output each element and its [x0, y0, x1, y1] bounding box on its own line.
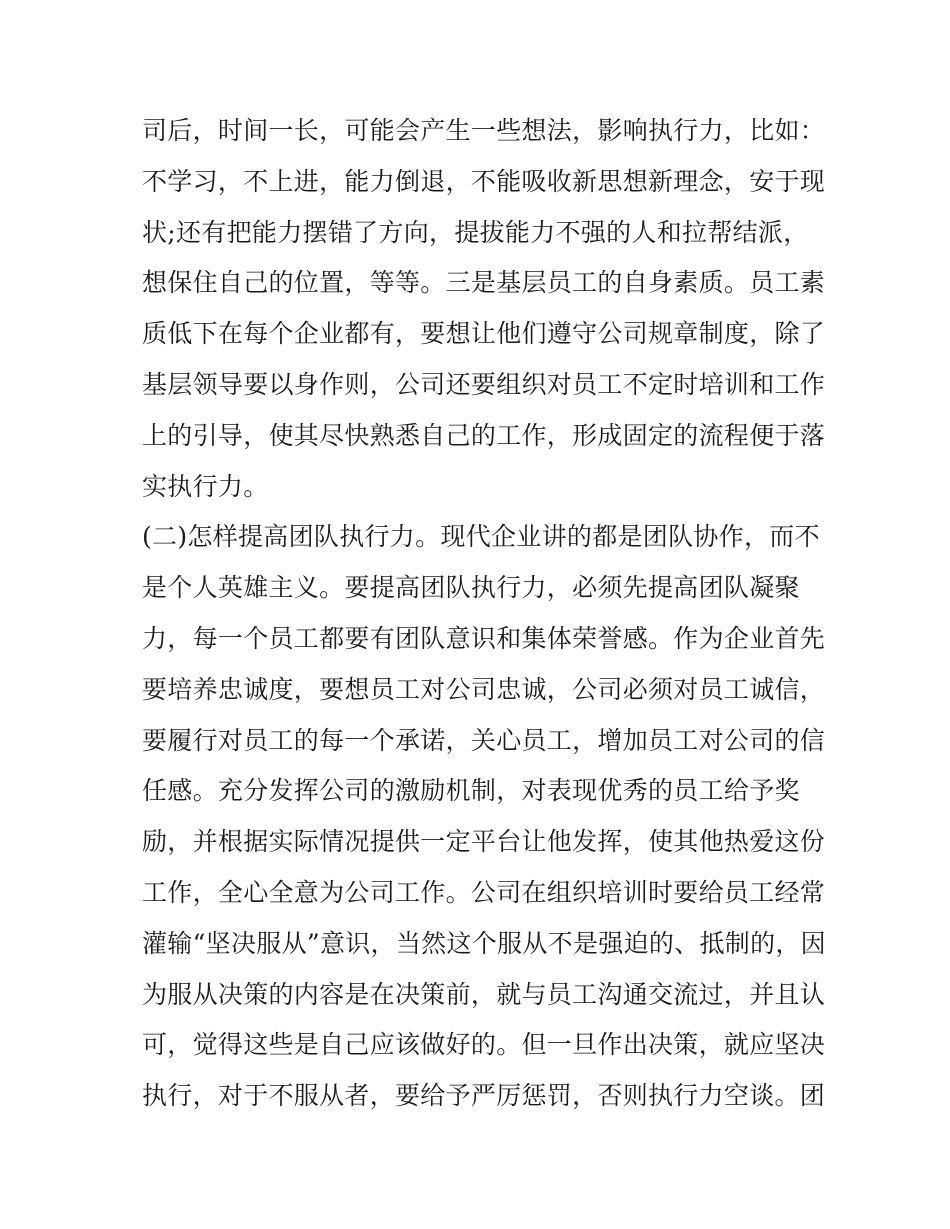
text-line: 不学习，不上进，能力倒退，不能吸收新思想新理念，安于现: [142, 166, 826, 196]
text-line: 质低下在每个企业都有，要想让他们遵守公司规章制度，除了: [142, 319, 826, 349]
text-line: 实执行力。: [142, 471, 269, 501]
text-line: 任感。充分发挥公司的激励机制，对表现优秀的员工给予奖: [142, 776, 800, 806]
text-line: 基层领导要以身作则，公司还要组织对员工不定时培训和工作: [142, 369, 826, 399]
text-line: 要履行对员工的每一个承诺，关心员工，增加员工对公司的信: [142, 725, 826, 755]
text-line: 要培养忠诚度，要想员工对公司忠诚，公司必须对员工诚信，: [142, 674, 826, 704]
text-line: 执行，对于不服从者，要给予严厉惩罚，否则执行力空谈。团: [142, 1081, 826, 1111]
text-line: 励，并根据实际情况提供一定平台让他发挥，使其他热爱这份: [142, 827, 826, 857]
text-line: 上的引导，使其尽快熟悉自己的工作，形成固定的流程便于落: [142, 420, 826, 450]
section-heading-line: (二)怎样提高团队执行力。现代企业讲的都是团队协作，而不: [142, 522, 820, 552]
text-line: 可，觉得这些是自己应该做好的。但一旦作出决策，就应坚决: [142, 1030, 826, 1060]
text-line: 状;还有把能力摆错了方向，提拔能力不强的人和拉帮结派，: [142, 217, 809, 247]
text-line: 灌输“坚决服从”意识，当然这个服从不是强迫的、抵制的，因: [142, 928, 826, 958]
text-line: 工作，全心全意为公司工作。公司在组织培训时要给员工经常: [142, 877, 826, 907]
text-line: 司后，时间一长，可能会产生一些想法，影响执行力，比如：: [142, 116, 826, 145]
text-line: 是个人英雄主义。要提高团队执行力，必须先提高团队凝聚: [142, 573, 800, 603]
text-line: 想保住自己的位置，等等。三是基层员工的自身素质。员工素: [142, 268, 826, 298]
text-line: 力，每一个员工都要有团队意识和集体荣誉感。作为企业首先: [142, 623, 826, 653]
body-text: [142, 106, 826, 1122]
text-line: 为服从决策的内容是在决策前，就与员工沟通交流过，并且认: [142, 979, 826, 1009]
